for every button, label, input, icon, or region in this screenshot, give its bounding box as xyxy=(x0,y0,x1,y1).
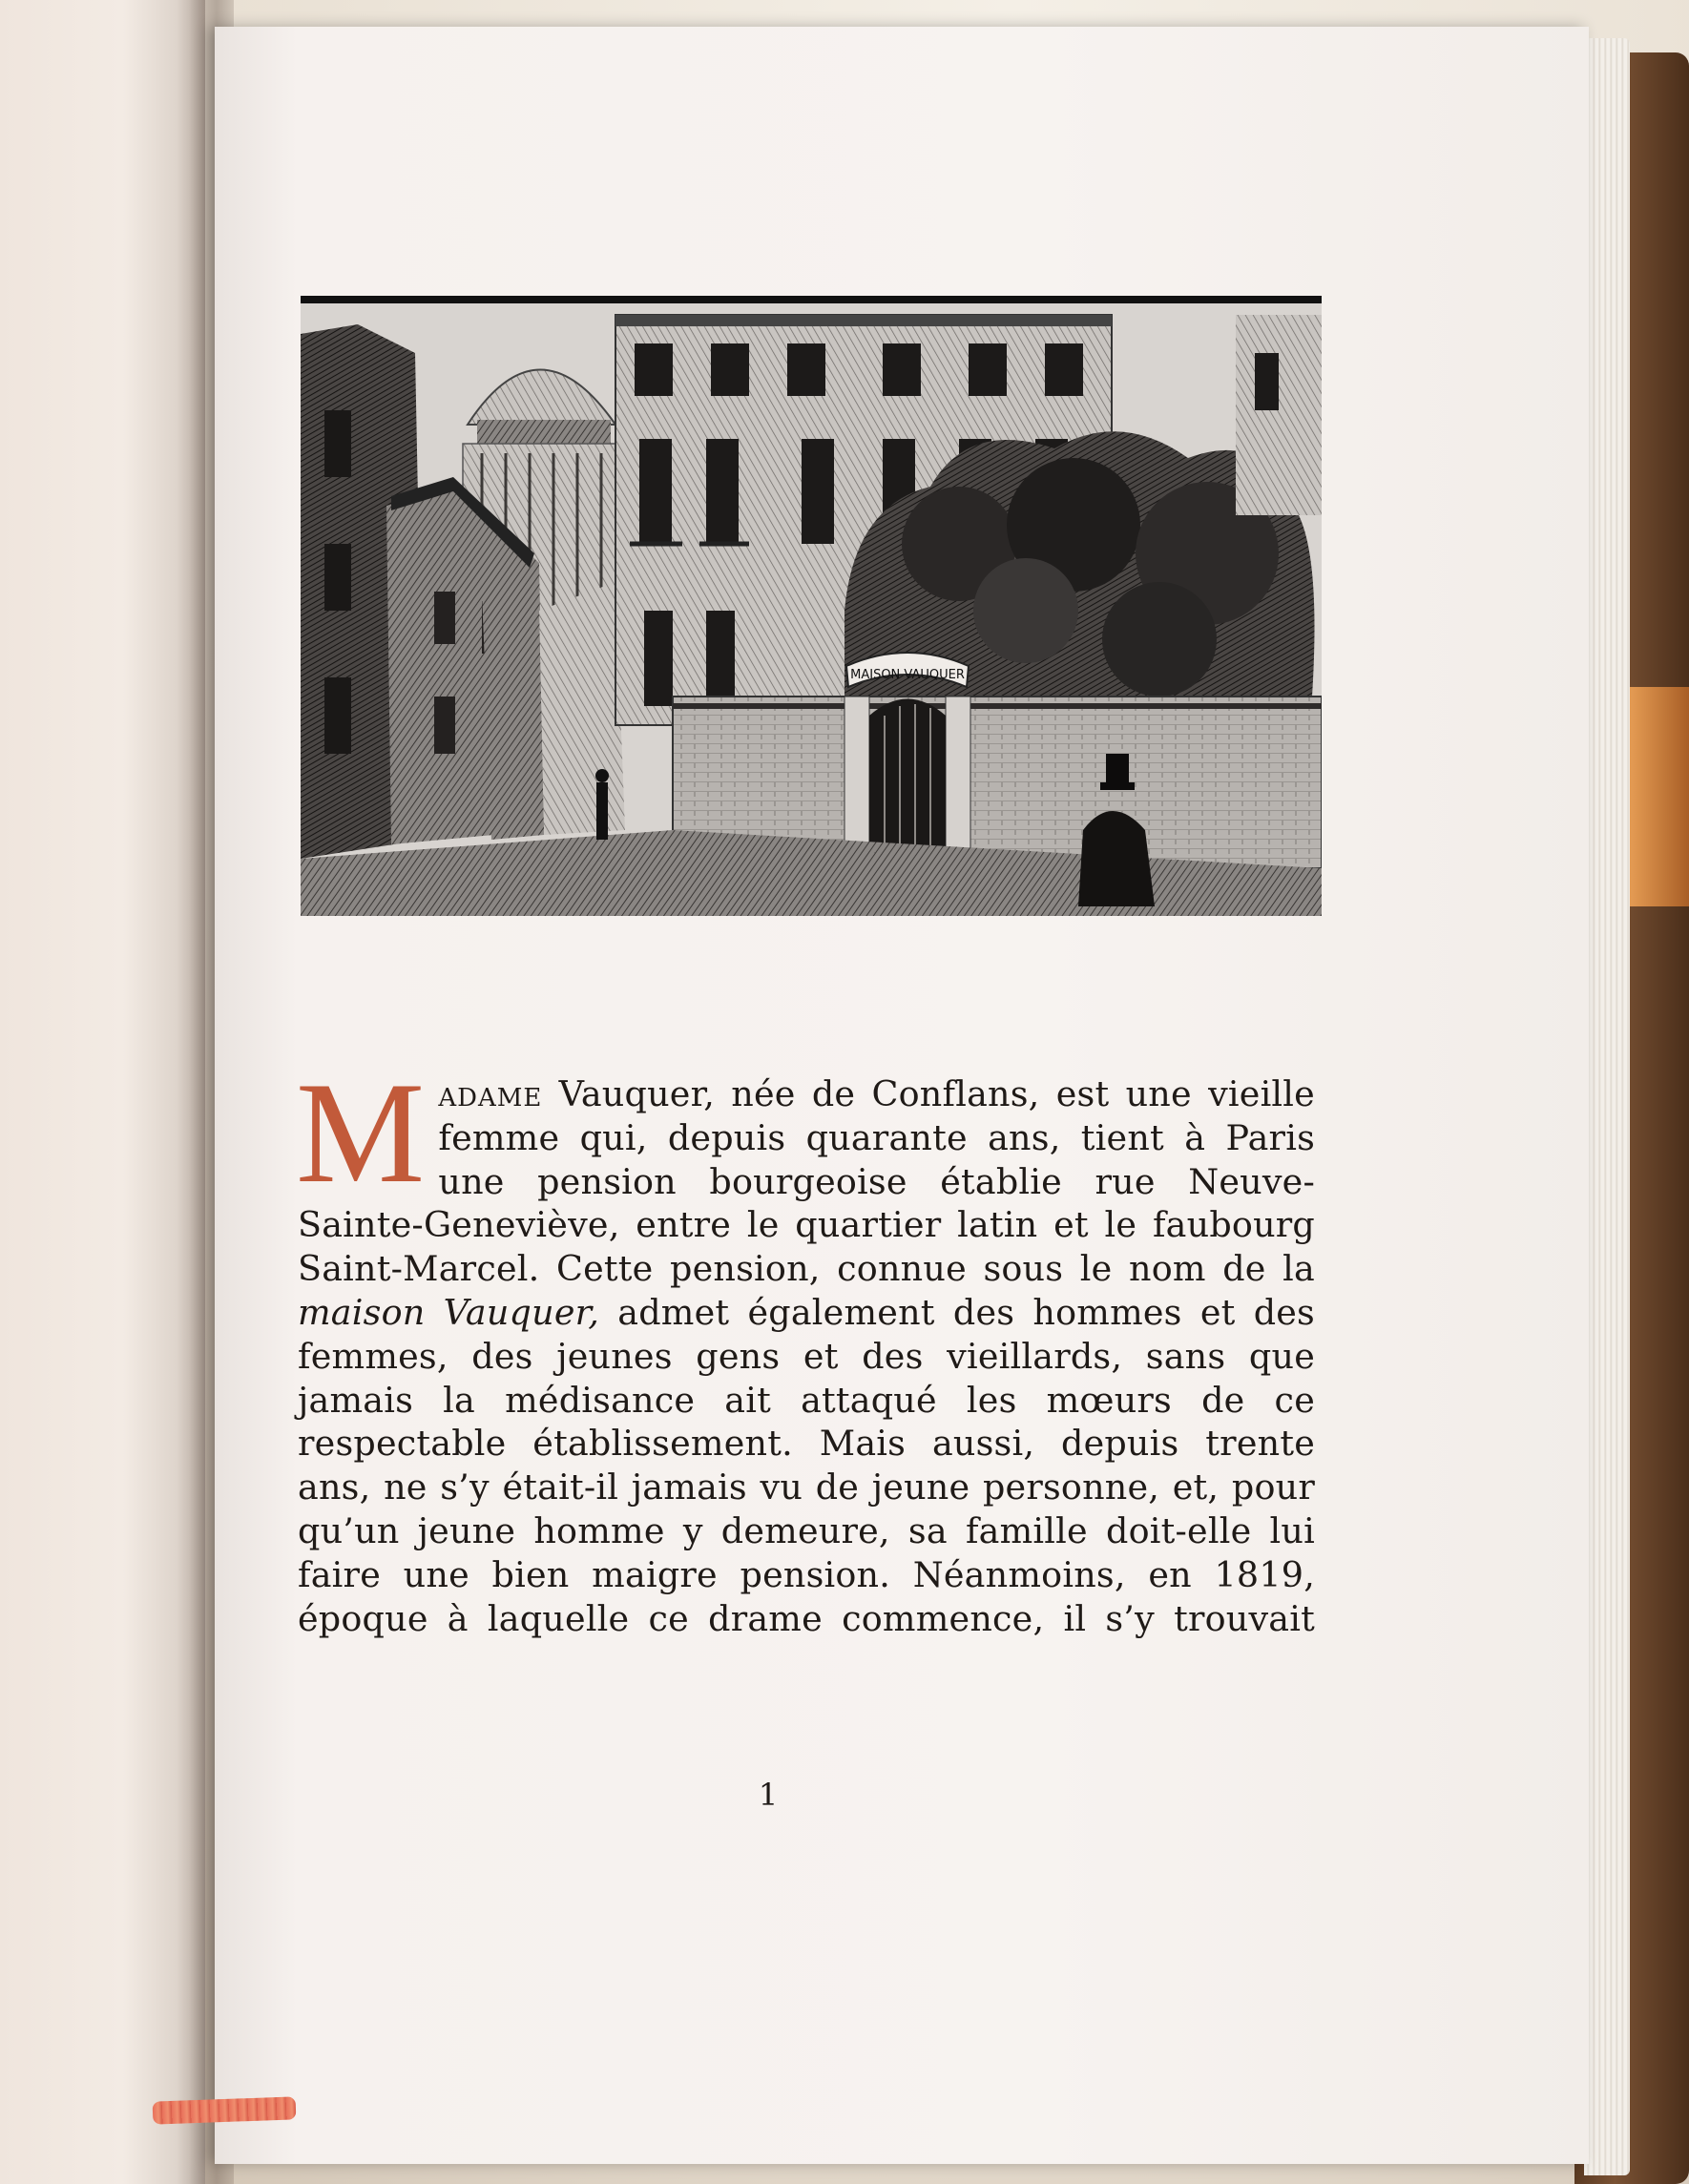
page-number: 1 xyxy=(758,1777,779,1813)
lead-smallcaps: adame xyxy=(438,1073,543,1114)
illustration-top-border xyxy=(301,296,1322,303)
page-edges xyxy=(1584,38,1630,2175)
distant-houses xyxy=(539,582,625,835)
text-part-1: Vauquer, née de Conflans, est une vieille femme qui, depuis quarante ans, tient à Paris une pension bourgeoise établie rue Neuve-Sainte-Geneviève, entre le quartier latin et le faubourg Saint-Marcel. Cette pension, connue sous le nom de la xyxy=(298,1073,1315,1290)
body-text xyxy=(296,1052,1315,1640)
drop-cap: M xyxy=(296,1052,426,1213)
italic-phrase: maison Vauquer, xyxy=(298,1291,600,1333)
left-facing-page xyxy=(0,0,205,2184)
opening-paragraph xyxy=(296,1052,1315,1640)
street-illustration xyxy=(301,296,1322,916)
gate-sign-text: MAISON VAUQUER xyxy=(850,668,965,682)
figure-standing xyxy=(595,769,609,840)
lane-wall xyxy=(482,592,544,840)
text-part-2: admet également des hommes et des femmes, des jeunes gens et des vieillards, sans que jamais la médisance ait attaqué les mœurs de ce respectable établissement. Mais aussi, depuis trente ans, ne s’y était-il jamais vu de jeune personne, et, pour qu’un jeune homme y demeure, sa famille doit-elle lui faire une bien maigre pension. Néanmoins, en 1819, époque à laquelle ce drame commence, il s’y trouvait xyxy=(298,1291,1315,1639)
